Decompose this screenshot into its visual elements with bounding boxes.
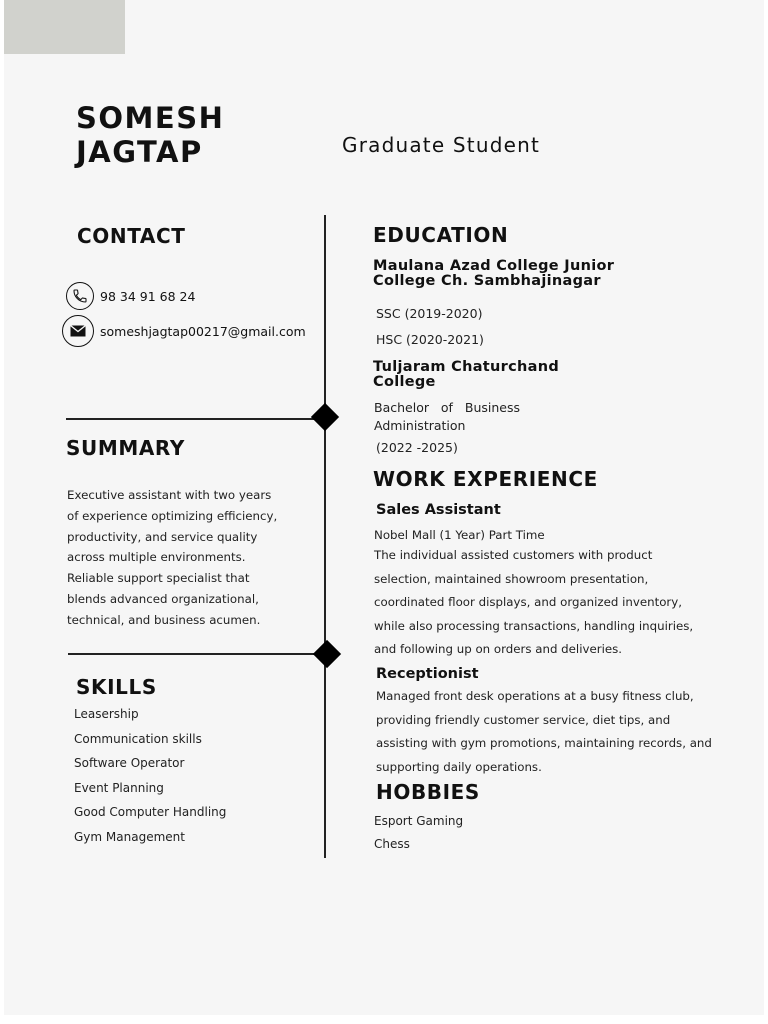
institution-1-line: Maulana Azad College Junior [373,258,615,274]
skill-item: Communication skills [74,731,202,746]
ssc-entry: SSC (2019-2020) [376,306,483,321]
divider-contact-summary [66,418,326,420]
first-name: SOMESH [76,101,225,135]
institution-2 [373,360,559,390]
summary-text [67,485,307,631]
summary-line: technical, and business acumen. [67,612,261,627]
degree-years: (2022 -2025) [376,440,458,455]
hsc-entry: HSC (2020-2021) [376,332,484,347]
institution-1-line: College Ch. Sambhajinagar [373,273,601,289]
degree-line-2: Administration [374,418,466,433]
summary-line: Reliable support specialist that [67,571,250,586]
vertical-divider [324,215,326,858]
job-2-line: providing friendly customer service, diet tips, and [376,712,671,727]
phone-number: 98 34 91 68 24 [100,288,196,304]
skills-heading: SKILLS [76,675,157,699]
job-2-description [376,685,712,779]
email-row [62,315,306,347]
summary-line: productivity, and service quality [67,529,258,544]
summary-line: across multiple environments. [67,550,246,565]
skill-item: Leasership [74,707,139,721]
job-1-line: and following up on orders and deliveries. [374,642,623,656]
skill-item: Software Operator [74,756,185,770]
job-2-title: Receptionist [376,666,479,682]
phone-row [66,282,195,310]
job-2-line: assisting with gym promotions, maintaining records, and [376,736,712,750]
corner-decoration [4,0,125,54]
job-1-line: coordinated floor displays, and organized inventory, [374,595,683,609]
last-name: JAGTAP [76,135,203,169]
phone-icon [66,282,94,310]
institution-1 [373,259,614,289]
job-1-description [374,544,693,662]
hobby-item: Esport Gaming [374,814,464,828]
full-name [76,101,224,169]
skills-list [74,702,226,849]
email-address: someshjagtap00217@gmail.com [100,323,306,339]
job-1-meta: Nobel Mall (1 Year) Part Time [374,528,545,542]
contact-heading: CONTACT [77,224,186,248]
envelope-icon [62,315,94,347]
job-1-line: selection, maintained showroom presentation, [374,571,649,586]
hobbies-heading: HOBBIES [376,780,480,804]
work-experience-heading: WORK EXPERIENCE [373,467,598,491]
institution-2-line: College [373,374,436,390]
skill-item: Good Computer Handling [74,805,227,819]
job-1-line: The individual assisted customers with product [374,548,653,562]
hobby-item: Chess [374,837,410,851]
skill-item: Gym Management [74,829,185,844]
divider-summary-skills [68,653,326,655]
summary-line: blends advanced organizational, [67,591,259,606]
job-role: Graduate Student [342,133,541,157]
job-1-title: Sales Assistant [376,502,501,518]
institution-2-line: Tuljaram Chaturchand [373,359,559,375]
summary-heading: SUMMARY [66,436,185,460]
job-2-line: supporting daily operations. [376,759,542,774]
job-2-line: Managed front desk operations at a busy fitness club, [376,689,694,703]
degree-line-1: Bachelor of Business [374,400,520,415]
education-heading: EDUCATION [373,223,509,247]
summary-line: Executive assistant with two years [67,488,272,502]
summary-line: of experience optimizing efficiency, [67,508,278,523]
skill-item: Event Planning [74,780,164,795]
job-1-line: while also processing transactions, handling inquiries, [374,618,694,633]
